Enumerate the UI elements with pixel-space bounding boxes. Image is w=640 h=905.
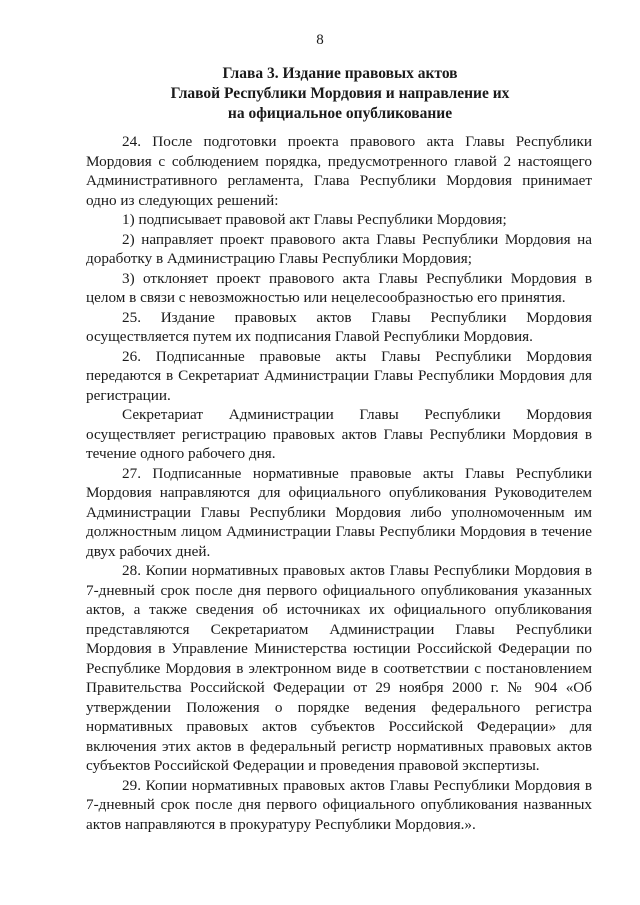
paragraph-24-item-3: 3) отклоняет проект правового акта Главы Республики Мордовия в целом в связи с невозможностью или нецелесообразностью его принятия. [86, 269, 592, 306]
paragraph-25: 25. Издание правовых актов Главы Республики Мордовия осуществляется путем их подписания Главой Республики Мордовия. [86, 308, 592, 345]
page-number: 8 [316, 32, 324, 48]
chapter-heading-line-2: Главой Республики Мордовия и направление их [170, 85, 510, 102]
paragraph-28: 28. Копии нормативных правовых актов Главы Республики Мордовия в 7-дневный срок после дня первого официального опубликования указанных актов, а также сведения об источниках их официального опубликования представляются Секретариатом Администрации Главы Республики Мордовия в Управление Министерства юстиции Российской Федерации по Республике Мордовия в электронном виде в соответствии с постановлением Правительства Российской Федерации от 29 ноября 2000 г. № 904 «Об утверждении Положения о порядке ведения федерального регистра нормативных правовых актов субъектов Российской Федерации» для включения этих актов в федеральный регистр нормативных правовых актов субъектов Российской Федерации и проведения правовой экспертизы. [86, 562, 592, 774]
paragraph-26-secretariat: Секретариат Администрации Главы Республики Мордовия осуществляет регистрацию правовых актов Главы Республики Мордовия в течение одного рабочего дня. [86, 406, 592, 462]
chapter-heading-line-1: Глава 3. Издание правовых актов [222, 65, 458, 82]
document-body [86, 132, 592, 834]
paragraph-24: 24. После подготовки проекта правового акта Главы Республики Мордовия с соблюдением порядка, предусмотренного главой 2 настоящего Административного регламента, Глава Республики Мордовия принимает одно из следующих решений: [86, 133, 592, 209]
chapter-heading [80, 64, 600, 124]
paragraph-24-item-1: 1) подписывает правовой акт Главы Республики Мордовия; [122, 211, 507, 228]
paragraph-26: 26. Подписанные правовые акты Главы Республики Мордовия передаются в Секретариат Администрации Главы Республики Мордовия для регистрации. [86, 347, 592, 404]
chapter-heading-line-3: на официальное опубликование [227, 105, 453, 122]
paragraph-27: 27. Подписанные нормативные правовые акты Главы Республики Мордовия направляются для официального опубликования Руководителем Администрации Главы Республики Мордовия либо уполномоченным им должностным лицом Администрации Главы Республики Мордовия в течение двух рабочих дней. [86, 464, 592, 560]
paragraph-29: 29. Копии нормативных правовых актов Главы Республики Мордовия в 7-дневный срок после дня первого официального опубликования названных актов направляются в прокуратуру Республики Мордовия.». [86, 776, 592, 833]
paragraph-24-item-2: 2) направляет проект правового акта Главы Республики Мордовия на доработку в Администрацию Главы Республики Мордовия; [86, 230, 592, 267]
